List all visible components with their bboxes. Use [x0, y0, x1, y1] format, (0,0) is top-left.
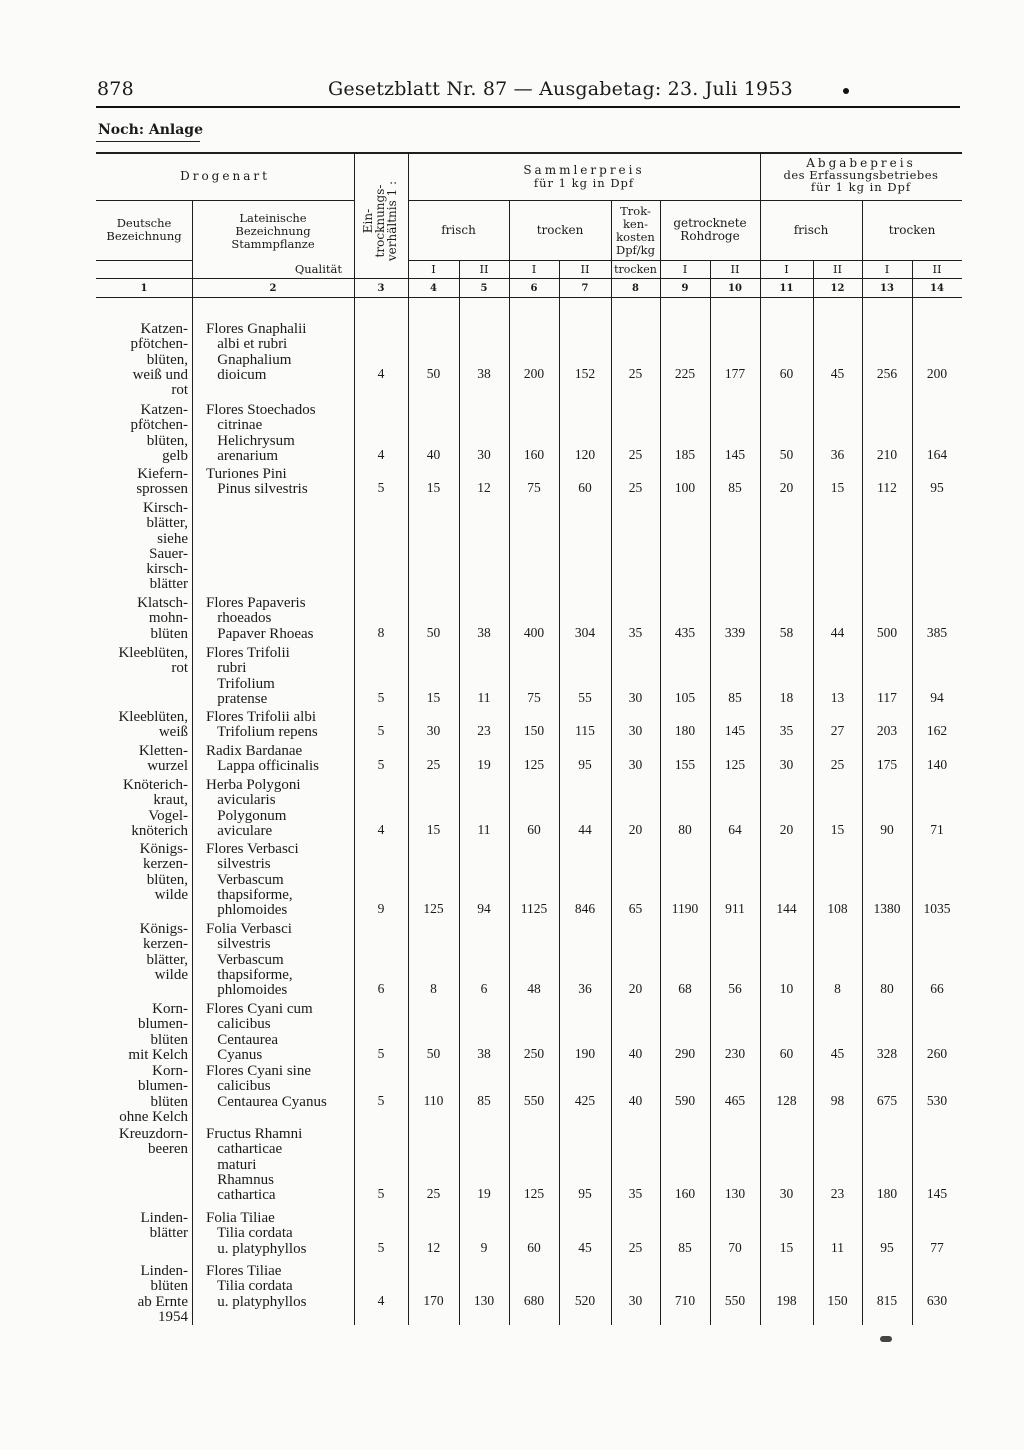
- value-cell: 60: [779, 1045, 794, 1061]
- column-number: 13: [880, 283, 894, 294]
- value-cell: 25: [628, 446, 643, 462]
- trocken-abgabe-heading: trocken: [888, 223, 936, 237]
- value-cell: 680: [523, 1292, 545, 1308]
- column-number: 14: [930, 283, 944, 294]
- latin-name: Flores Gnaphalii albi et rubri Gnaphalium dioicum: [206, 321, 307, 383]
- ink-speck: [880, 1336, 892, 1342]
- column-number: 11: [779, 283, 794, 294]
- value-cell: 530: [926, 1092, 948, 1108]
- value-cell: 150: [827, 1292, 848, 1308]
- header-rule: [96, 106, 960, 108]
- value-cell: 12: [426, 1239, 441, 1255]
- value-cell: 339: [724, 624, 746, 640]
- value-cell: 5: [377, 1092, 385, 1108]
- value-cell: 35: [628, 624, 643, 640]
- value-cell: 328: [876, 1045, 898, 1061]
- value-cell: 65: [628, 901, 643, 917]
- value-cell: 250: [523, 1045, 545, 1061]
- latin-name: Flores Trifolii rubri Trifolium pratense: [206, 645, 290, 707]
- value-cell: 77: [930, 1239, 944, 1255]
- value-cell: 180: [674, 723, 696, 739]
- value-cell: 8: [430, 981, 437, 997]
- german-name: Kirsch- blätter, siehe Sauer- kirsch- blätter: [143, 500, 188, 593]
- quality-label: trocken: [614, 263, 657, 276]
- value-cell: 185: [674, 446, 696, 462]
- value-cell: 56: [728, 981, 742, 997]
- column-number: 8: [632, 283, 639, 294]
- value-cell: 19: [477, 757, 491, 773]
- value-cell: 8: [377, 624, 385, 640]
- value-cell: 170: [423, 1292, 444, 1308]
- value-cell: 55: [578, 689, 592, 705]
- value-cell: 5: [377, 1045, 385, 1061]
- value-cell: 11: [477, 821, 491, 837]
- value-cell: 40: [426, 446, 441, 462]
- value-cell: 128: [776, 1092, 797, 1108]
- latin-name: Flores Cyani sine calicibus Centaurea Cyanus: [206, 1063, 327, 1110]
- value-cell: 60: [779, 365, 794, 381]
- value-cell: 1190: [671, 901, 699, 917]
- value-cell: 105: [674, 689, 696, 705]
- value-cell: 94: [930, 689, 944, 705]
- latin-name: Folia Tiliae Tilia cordata u. platyphyllos: [206, 1210, 307, 1257]
- value-cell: 50: [779, 446, 794, 462]
- value-cell: 66: [930, 981, 944, 997]
- value-cell: 100: [674, 480, 696, 496]
- value-cell: 20: [779, 480, 794, 496]
- value-cell: 180: [876, 1186, 898, 1202]
- latin-name: Flores Verbasci silvestris Verbascum thapsiforme, phlomoides: [206, 841, 299, 919]
- value-cell: 20: [779, 821, 794, 837]
- value-cell: 13: [830, 689, 845, 705]
- value-cell: 20: [628, 981, 643, 997]
- quality-label: II: [832, 262, 843, 276]
- value-cell: 190: [574, 1045, 596, 1061]
- value-cell: 8: [834, 981, 841, 997]
- value-cell: 4: [377, 446, 385, 462]
- column-number: 7: [581, 283, 589, 294]
- latin-name: Turiones Pini Pinus silvestris: [206, 466, 308, 498]
- value-cell: 125: [724, 757, 746, 773]
- value-cell: 5: [377, 723, 385, 739]
- german-name: Klatsch- mohn- blüten: [137, 595, 188, 642]
- value-cell: 162: [926, 723, 948, 739]
- value-cell: 4: [377, 1292, 385, 1308]
- value-cell: 15: [830, 821, 845, 837]
- value-cell: 155: [674, 757, 696, 773]
- value-cell: 95: [930, 480, 944, 496]
- value-cell: 80: [678, 821, 692, 837]
- subheading-underline: [96, 141, 200, 142]
- german-name: Kletten- wurzel: [138, 743, 188, 775]
- column-number: 2: [269, 283, 277, 294]
- drogenart-heading: Drogenart: [180, 169, 270, 183]
- quality-label: II: [479, 262, 489, 276]
- value-cell: 125: [523, 1186, 545, 1202]
- value-cell: 290: [674, 1045, 696, 1061]
- value-cell: 630: [926, 1292, 948, 1308]
- value-cell: 152: [574, 365, 596, 381]
- german-name: Linden- blätter: [140, 1210, 188, 1242]
- value-cell: 25: [628, 365, 643, 381]
- value-cell: 5: [377, 480, 385, 496]
- column-rule: [710, 260, 711, 1325]
- value-cell: 210: [876, 446, 898, 462]
- quality-label: I: [531, 262, 537, 276]
- value-cell: 385: [926, 624, 948, 640]
- abgabepreis-heading: Abgabepreis: [806, 156, 916, 170]
- column-number: 4: [430, 283, 437, 294]
- german-name: Korn- blumen- blüten mit Kelch: [128, 1001, 188, 1063]
- value-cell: 550: [724, 1292, 746, 1308]
- value-cell: 50: [426, 624, 441, 640]
- value-cell: 4: [377, 365, 385, 381]
- value-cell: 9: [480, 1239, 488, 1255]
- qualitaet-label: Qualität: [294, 262, 342, 276]
- value-cell: 200: [523, 365, 545, 381]
- value-cell: 200: [926, 365, 948, 381]
- value-cell: 94: [477, 901, 491, 917]
- value-cell: 90: [880, 821, 894, 837]
- column-number: 6: [530, 283, 538, 294]
- value-cell: 225: [674, 365, 696, 381]
- value-cell: 30: [628, 757, 643, 773]
- header-rule: [96, 278, 962, 279]
- column-number: 1: [140, 283, 148, 294]
- value-cell: 6: [377, 981, 385, 997]
- value-cell: 40: [628, 1045, 643, 1061]
- value-cell: 25: [426, 757, 441, 773]
- value-cell: 85: [728, 689, 742, 705]
- value-cell: 30: [628, 689, 643, 705]
- column-number: 5: [480, 283, 488, 294]
- ink-dot: [843, 88, 849, 94]
- value-cell: 230: [724, 1045, 746, 1061]
- value-cell: 5: [377, 689, 385, 705]
- quality-label: I: [784, 262, 789, 276]
- value-cell: 256: [876, 365, 898, 381]
- value-cell: 50: [426, 365, 441, 381]
- value-cell: 30: [779, 1186, 794, 1202]
- value-cell: 71: [930, 821, 944, 837]
- value-cell: 30: [628, 723, 643, 739]
- german-name: Linden- blüten ab Ernte 1954: [137, 1263, 188, 1325]
- value-cell: 675: [876, 1092, 898, 1108]
- page-title: Gesetzblatt Nr. 87 — Ausgabetag: 23. Juli 1953: [328, 78, 793, 100]
- value-cell: 20: [628, 821, 643, 837]
- value-cell: 75: [527, 480, 541, 496]
- quality-label: I: [884, 262, 890, 276]
- header-rule: [408, 200, 962, 201]
- quality-label: I: [682, 262, 688, 276]
- value-cell: 130: [724, 1186, 746, 1202]
- value-cell: 95: [880, 1239, 894, 1255]
- value-cell: 175: [876, 757, 898, 773]
- value-cell: 203: [876, 723, 898, 739]
- latin-name: Flores Tiliae Tilia cordata u. platyphyllos: [206, 1263, 307, 1310]
- value-cell: 10: [779, 981, 794, 997]
- value-cell: 108: [827, 901, 848, 917]
- column-number: 12: [830, 283, 845, 294]
- value-cell: 18: [779, 689, 794, 705]
- german-name: Königs- kerzen- blüten, wilde: [139, 841, 188, 903]
- value-cell: 40: [628, 1092, 643, 1108]
- value-cell: 85: [477, 1092, 491, 1108]
- subheading: Noch: Anlage: [98, 122, 204, 138]
- german-name: Kleeblüten, rot: [118, 645, 188, 677]
- value-cell: 846: [574, 901, 596, 917]
- abgabepreis-subheading-2: für 1 kg in Dpf: [810, 180, 912, 194]
- header-rule: [96, 297, 962, 298]
- value-cell: 400: [523, 624, 545, 640]
- value-cell: 465: [724, 1092, 746, 1108]
- german-name: Kreuzdorn- beeren: [118, 1126, 188, 1158]
- value-cell: 198: [776, 1292, 797, 1308]
- value-cell: 5: [377, 1239, 385, 1255]
- value-cell: 177: [724, 365, 746, 381]
- header-rule: [96, 260, 192, 261]
- value-cell: 145: [926, 1186, 948, 1202]
- value-cell: 35: [779, 723, 794, 739]
- value-cell: 115: [575, 723, 595, 739]
- value-cell: 435: [674, 624, 696, 640]
- value-cell: 50: [426, 1045, 441, 1061]
- value-cell: 6: [480, 981, 488, 997]
- value-cell: 44: [578, 821, 592, 837]
- value-cell: 25: [426, 1186, 441, 1202]
- value-cell: 36: [578, 981, 592, 997]
- value-cell: 1125: [520, 901, 548, 917]
- frisch-abgabe-heading: frisch: [793, 223, 829, 237]
- latin-name: Flores Trifolii albi Trifolium repens: [206, 709, 318, 741]
- value-cell: 23: [477, 723, 491, 739]
- value-cell: 4: [377, 821, 385, 837]
- table-top-rule: [96, 152, 962, 154]
- value-cell: 110: [423, 1092, 444, 1108]
- value-cell: 45: [578, 1239, 592, 1255]
- value-cell: 60: [527, 1239, 541, 1255]
- value-cell: 500: [876, 624, 898, 640]
- value-cell: 30: [779, 757, 794, 773]
- value-cell: 35: [628, 1186, 643, 1202]
- german-name: Knöterich- kraut, Vogel- knöterich: [123, 777, 188, 839]
- column-number: 10: [728, 283, 742, 294]
- german-name: Katzen- pfötchen- blüten, weiß und rot: [130, 321, 188, 399]
- quality-label: II: [730, 262, 740, 276]
- value-cell: 304: [574, 624, 596, 640]
- value-cell: 19: [477, 1186, 491, 1202]
- column-rule: [559, 260, 560, 1325]
- german-name: Kiefern- sprossen: [136, 466, 188, 498]
- latin-name: Flores Stoechados citrinae Helichrysum arenarium: [206, 402, 316, 464]
- value-cell: 125: [523, 757, 545, 773]
- value-cell: 140: [926, 757, 948, 773]
- value-cell: 5: [377, 1186, 385, 1202]
- column-rule: [912, 260, 913, 1325]
- value-cell: 75: [527, 689, 541, 705]
- value-cell: 145: [724, 723, 746, 739]
- frisch-heading: frisch: [441, 223, 476, 237]
- value-cell: 260: [926, 1045, 948, 1061]
- value-cell: 95: [578, 1186, 592, 1202]
- deutsche-bezeichnung-heading: Deutsche Bezeichnung: [106, 216, 182, 243]
- value-cell: 5: [377, 757, 385, 773]
- column-number: 3: [377, 283, 385, 294]
- value-cell: 58: [779, 624, 794, 640]
- value-cell: 25: [628, 480, 643, 496]
- latin-name: Folia Verbasci silvestris Verbascum thapsiforme, phlomoides: [206, 921, 293, 999]
- column-rule: [192, 200, 193, 1325]
- abgabepreis-subheading-1: des Erfassungsbetriebes: [783, 168, 939, 182]
- value-cell: 38: [477, 365, 491, 381]
- german-name: Korn- blumen- blüten ohne Kelch: [119, 1063, 188, 1125]
- latin-name: Herba Polygoni avicularis Polygonum aviculare: [206, 777, 301, 839]
- quality-label: II: [932, 262, 942, 276]
- value-cell: 425: [574, 1092, 596, 1108]
- latin-name: Flores Papaveris rhoeados Papaver Rhoeas: [206, 595, 314, 642]
- german-name: Königs- kerzen- blätter, wilde: [139, 921, 188, 983]
- latin-name: Fructus Rhamni catharticae maturi Rhamnus cathartica: [206, 1126, 303, 1204]
- value-cell: 85: [678, 1239, 692, 1255]
- value-cell: 911: [725, 901, 745, 917]
- value-cell: 15: [779, 1239, 794, 1255]
- value-cell: 80: [880, 981, 894, 997]
- value-cell: 98: [830, 1092, 845, 1108]
- value-cell: 150: [523, 723, 545, 739]
- value-cell: 9: [377, 901, 385, 917]
- value-cell: 44: [830, 624, 845, 640]
- value-cell: 45: [830, 1045, 845, 1061]
- column-rule: [459, 260, 460, 1325]
- value-cell: 60: [578, 480, 592, 496]
- value-cell: 45: [830, 365, 845, 381]
- value-cell: 11: [477, 689, 491, 705]
- header-rule: [96, 200, 354, 201]
- value-cell: 130: [473, 1292, 495, 1308]
- value-cell: 64: [728, 821, 742, 837]
- value-cell: 160: [523, 446, 545, 462]
- latin-name: Flores Cyani cum calicibus Centaurea Cyanus: [206, 1001, 313, 1063]
- value-cell: 117: [877, 689, 897, 705]
- value-cell: 23: [830, 1186, 845, 1202]
- value-cell: 68: [678, 981, 692, 997]
- value-cell: 120: [574, 446, 596, 462]
- value-cell: 70: [728, 1239, 742, 1255]
- value-cell: 48: [527, 981, 541, 997]
- value-cell: 25: [830, 757, 845, 773]
- value-cell: 95: [578, 757, 592, 773]
- eintrocknung-label: Ein- trocknungs- verhältnis 1 :: [361, 180, 399, 262]
- page-number: 878: [97, 78, 134, 100]
- value-cell: 12: [477, 480, 491, 496]
- value-cell: 590: [674, 1092, 696, 1108]
- value-cell: 30: [477, 446, 491, 462]
- value-cell: 112: [877, 480, 897, 496]
- trockenkosten-heading: Trok- ken- kosten Dpf/kg: [615, 204, 656, 257]
- value-cell: 30: [426, 723, 441, 739]
- german-name: Katzen- pfötchen- blüten, gelb: [130, 402, 188, 464]
- column-number: 9: [681, 283, 689, 294]
- value-cell: 30: [628, 1292, 643, 1308]
- value-cell: 164: [926, 446, 948, 462]
- value-cell: 710: [674, 1292, 696, 1308]
- value-cell: 125: [423, 901, 444, 917]
- rohdroge-heading: getrocknete Rohdroge: [673, 216, 747, 243]
- header-rule: [408, 260, 962, 261]
- value-cell: 160: [674, 1186, 696, 1202]
- german-name: Kleeblüten, weiß: [118, 709, 188, 741]
- value-cell: 60: [527, 821, 541, 837]
- value-cell: 85: [728, 480, 742, 496]
- value-cell: 11: [831, 1239, 844, 1255]
- sammlerpreis-subheading: für 1 kg in Dpf: [533, 176, 635, 190]
- latin-name: Radix Bardanae Lappa officinalis: [206, 743, 320, 775]
- sammlerpreis-heading: Sammlerpreis: [523, 163, 645, 177]
- value-cell: 25: [628, 1239, 643, 1255]
- value-cell: 38: [477, 624, 491, 640]
- value-cell: 36: [830, 446, 845, 462]
- value-cell: 38: [477, 1045, 491, 1061]
- trocken-heading: trocken: [536, 223, 584, 237]
- value-cell: 550: [523, 1092, 545, 1108]
- value-cell: 145: [724, 446, 746, 462]
- value-cell: 1380: [873, 901, 901, 917]
- column-rule: [813, 260, 814, 1325]
- value-cell: 15: [426, 480, 441, 496]
- value-cell: 15: [426, 821, 441, 837]
- quality-label: I: [431, 262, 436, 276]
- value-cell: 520: [574, 1292, 596, 1308]
- lateinische-bezeichnung-heading: Lateinische Bezeichnung Stammpflanze: [231, 211, 315, 251]
- value-cell: 15: [426, 689, 441, 705]
- value-cell: 27: [830, 723, 845, 739]
- quality-label: II: [580, 262, 590, 276]
- value-cell: 15: [830, 480, 845, 496]
- value-cell: 815: [876, 1292, 898, 1308]
- value-cell: 144: [776, 901, 797, 917]
- value-cell: 1035: [923, 901, 951, 917]
